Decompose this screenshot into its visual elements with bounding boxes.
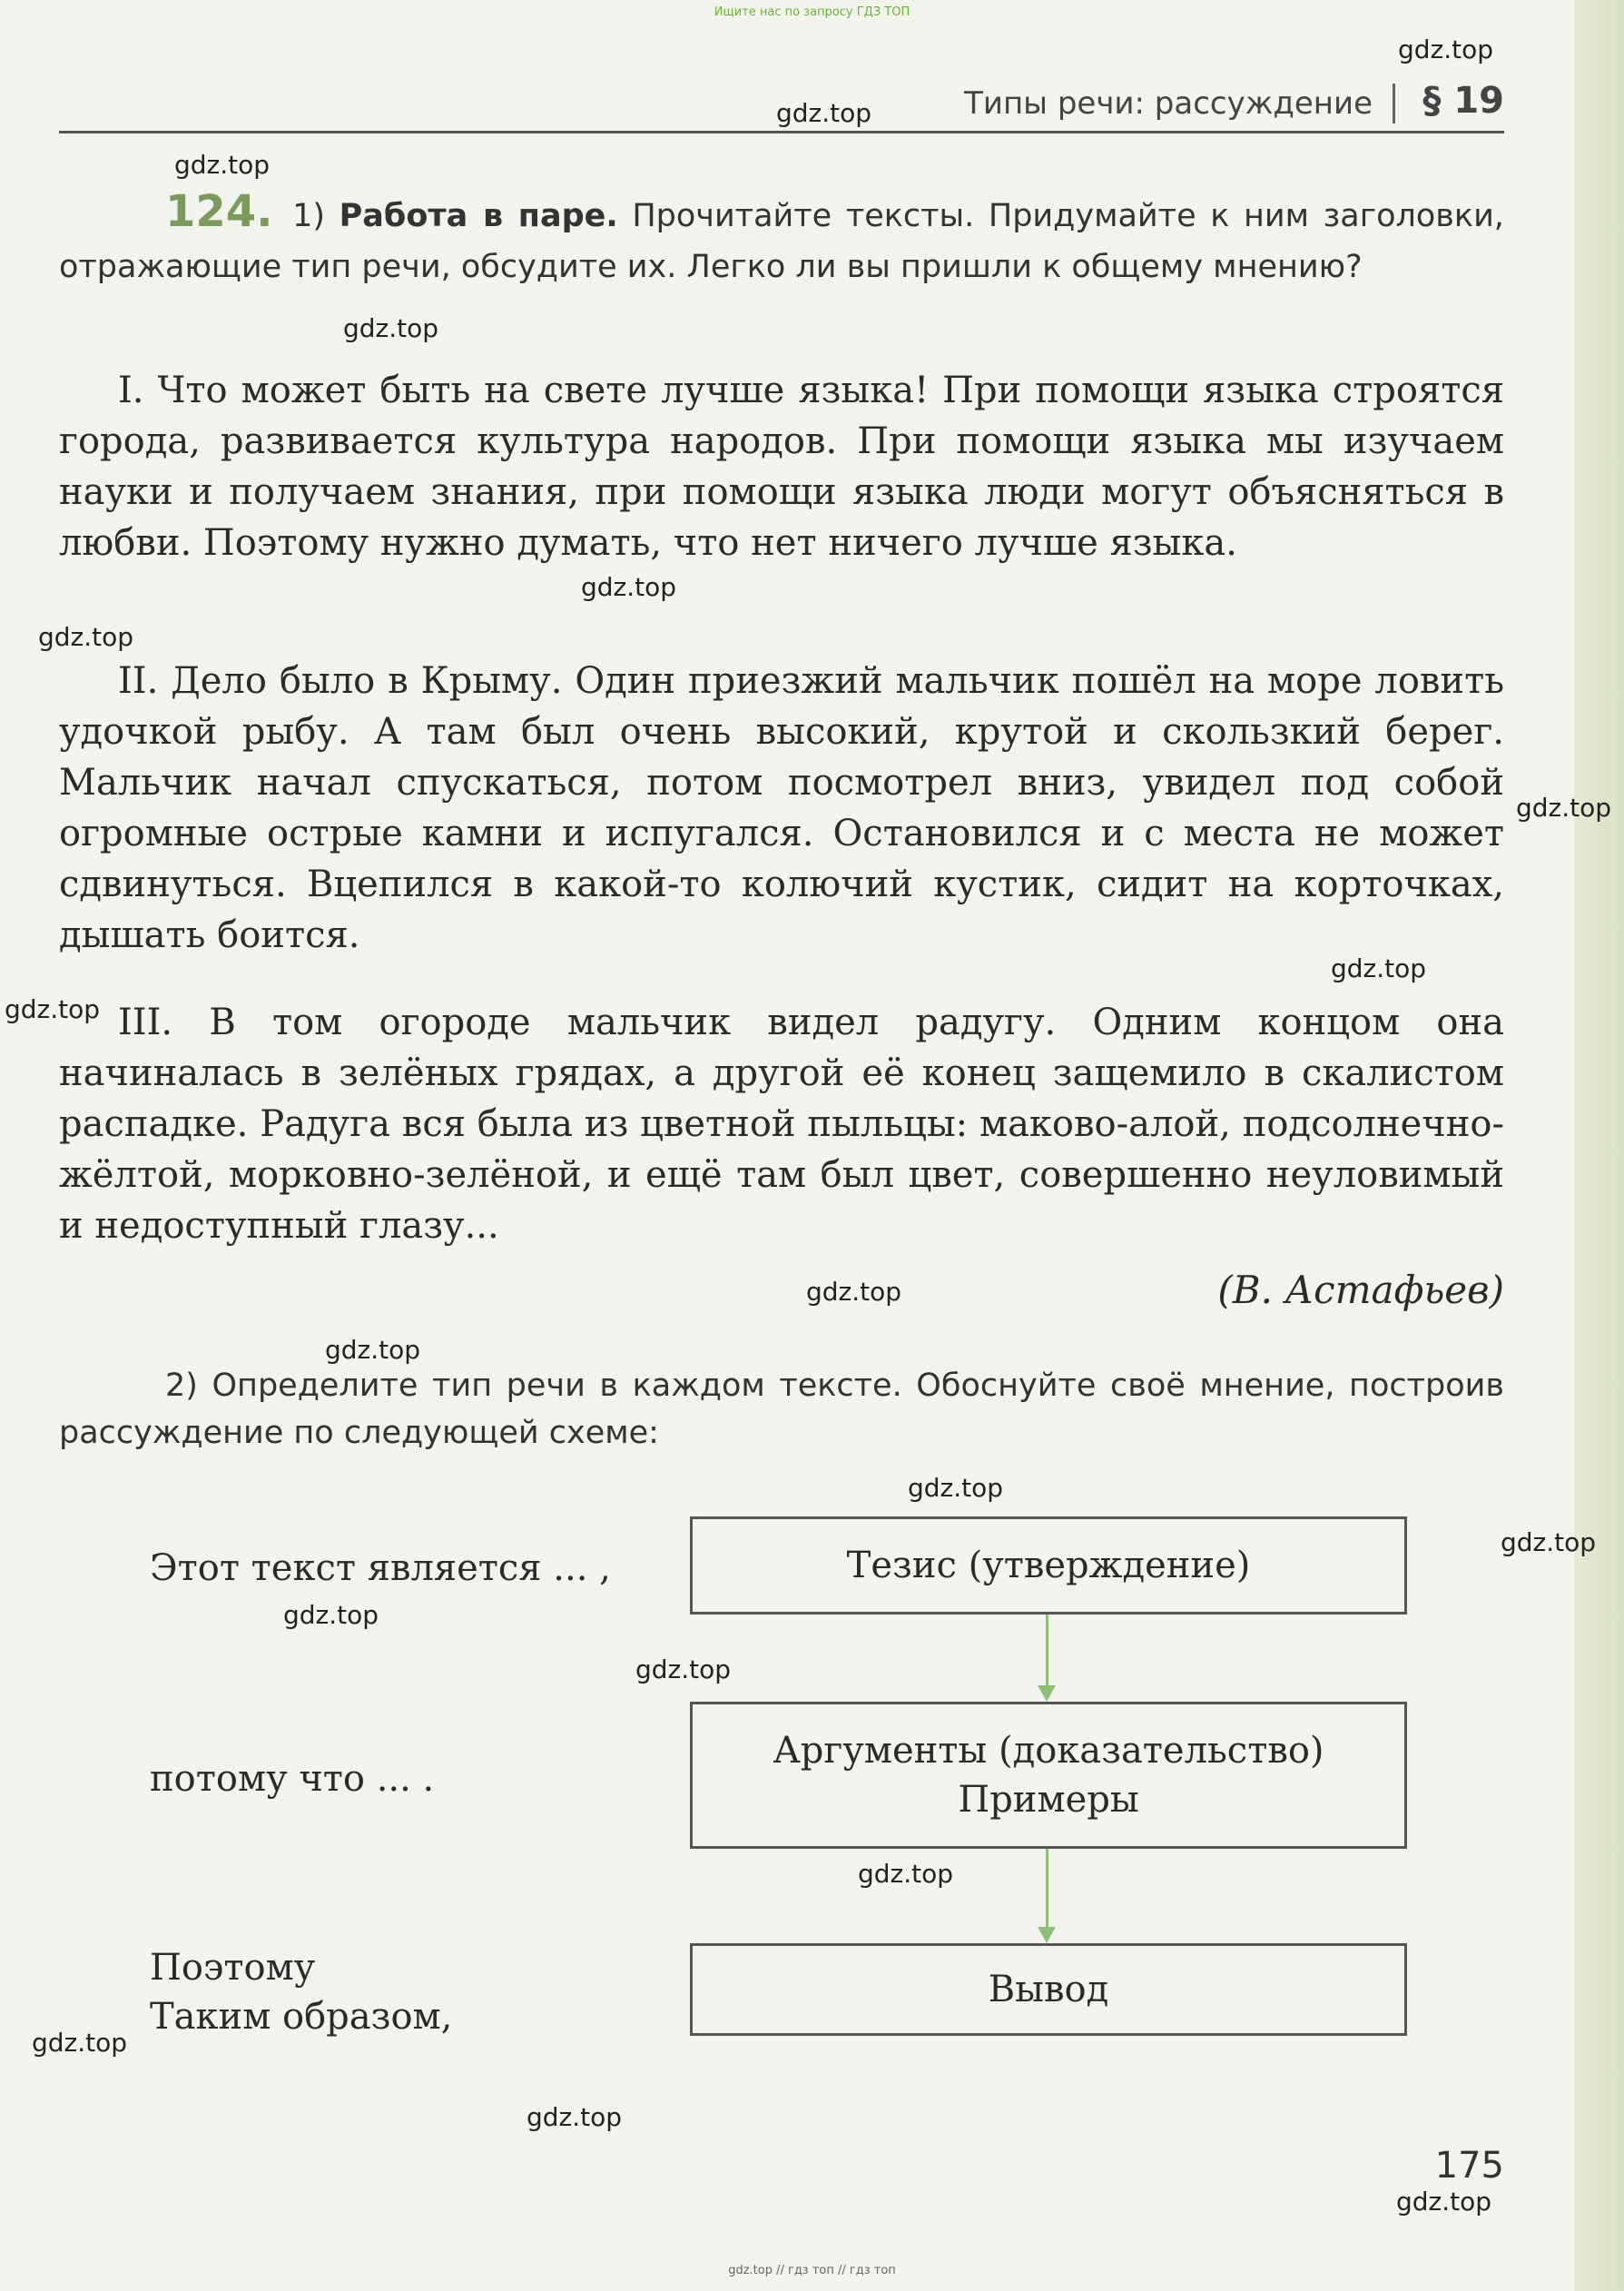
- scheme-label-therefore: Поэтому: [150, 1947, 316, 1989]
- watermark: gdz.top: [1501, 1527, 1597, 1557]
- watermark: gdz.top: [635, 1654, 732, 1684]
- paragraph-number: § 19: [1422, 80, 1504, 122]
- text-paragraph: II. Дело было в Крыму. Один приезжий мальчик пошёл на море ловить удочкой рыбу. А там был очень высокий, крутой и скользкий берег. Мальчик начал спускаться, потом посмотрел вниз, увидел под собой огромные острые камни и испугался. Остановился и с места не может сдвинуться. Вцепился в какой-то колючий кустик, сидит на корточках, дышать боится.: [59, 660, 1504, 956]
- scheme-label-thus: Таким образом,: [150, 1996, 453, 2038]
- watermark: gdz.top: [1516, 793, 1612, 823]
- scheme-label-because: потому что ... .: [150, 1758, 435, 1800]
- author: (В. Астафьев): [1217, 1268, 1504, 1312]
- watermark: gdz.top: [283, 1600, 379, 1630]
- task-number: 124.: [165, 186, 273, 237]
- task-part-number: 1): [292, 198, 325, 234]
- thesis-label: Тезис (утверждение): [846, 1545, 1251, 1586]
- task-mode: Работа в паре.: [339, 198, 618, 234]
- watermark: gdz.top: [1396, 2187, 1492, 2217]
- watermark: gdz.top: [343, 313, 439, 343]
- watermark: gdz.top: [32, 2028, 128, 2058]
- bottom-note: gdz.top // гдз топ // гдз топ: [728, 2264, 896, 2277]
- thesis-box: [690, 1516, 1407, 1615]
- watermark: gdz.top: [5, 994, 101, 1024]
- watermark: gdz.top: [806, 1277, 902, 1307]
- text-paragraph: III. В том огороде мальчик видел радугу. Одним концом она начиналась в зелёных грядах, а другой её конец защемило в скалистом распадке. Радуга вся была из цветной пыльцы: маково-алой, подсолнечно-жёлтой, морковно-зелёной, и ещё там был цвет, совершенно неуловимый и недоступный глазу...: [59, 1002, 1504, 1247]
- watermark: gdz.top: [908, 1473, 1004, 1503]
- watermark: gdz.top: [1398, 35, 1494, 64]
- conclusion-box: [690, 1943, 1407, 2036]
- task-instructions: Прочитайте тексты. Придумайте к ним заголовки, отражающие тип речи, обсудите их. Легко ли вы пришли к общему мнению?: [59, 198, 1504, 285]
- watermark: gdz.top: [174, 150, 271, 180]
- arguments-box: [690, 1702, 1407, 1849]
- top-note: Ищите нас по запросу ГДЗ ТОП: [714, 5, 910, 19]
- section-title: Типы речи: рассуждение: [964, 85, 1373, 122]
- text-paragraph: I. Что может быть на свете лучше языка! При помощи языка строятся города, развивается культура народов. При помощи языка мы изучаем науки и получаем знания, при помощи языка люди могут объясняться в любви. Поэтому нужно думать, что нет ничего лучше языка.: [59, 370, 1504, 564]
- conclusion-label: Вывод: [988, 1969, 1109, 2010]
- scheme-label-this-text: Этот текст является ... ,: [150, 1547, 611, 1589]
- watermark: gdz.top: [38, 622, 134, 652]
- arrow-line: [1046, 1849, 1048, 1929]
- task-part-2: 2) Определите тип речи в каждом тексте. Обоснуйте своё мнение, построив рассуждение по следующей схеме:: [59, 1368, 1504, 1451]
- arrow-down-icon: [1038, 1685, 1056, 1702]
- watermark: gdz.top: [527, 2102, 623, 2132]
- watermark: gdz.top: [1331, 953, 1427, 983]
- page-number: 175: [1434, 2145, 1504, 2187]
- watermark: gdz.top: [858, 1859, 954, 1889]
- examples-label: Примеры: [958, 1779, 1139, 1821]
- watermark: gdz.top: [325, 1335, 421, 1365]
- watermark: gdz.top: [776, 98, 872, 128]
- arrow-down-icon: [1038, 1927, 1056, 1943]
- watermark: gdz.top: [581, 572, 677, 602]
- arrow-line: [1046, 1615, 1048, 1687]
- arguments-label: Аргументы (доказательство): [773, 1730, 1324, 1772]
